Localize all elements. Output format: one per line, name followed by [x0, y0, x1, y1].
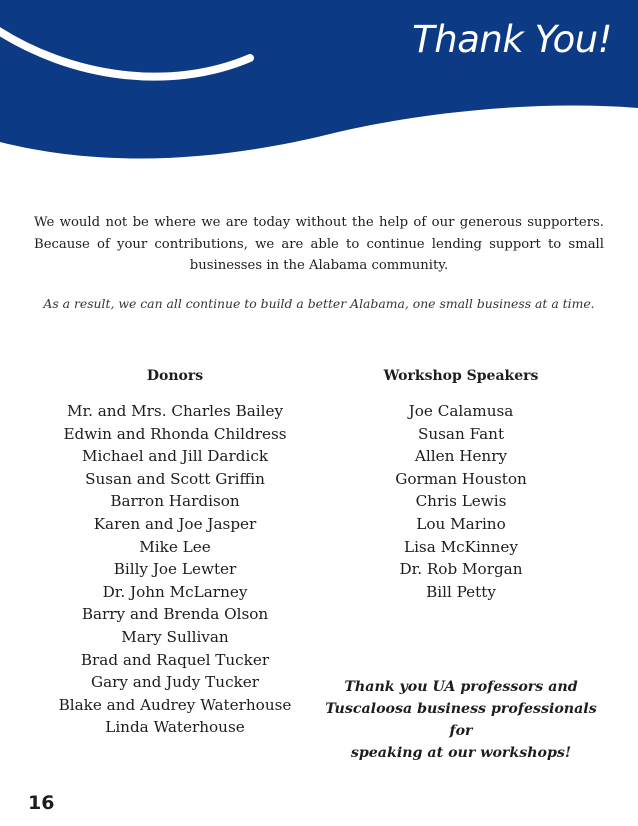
intro-paragraph: We would not be where we are today without the help of our generous supporters. Because of your contributions, we are able to continue lending support to small businesses in the Alabama community. — [34, 215, 604, 273]
donor-name: Mary Sullivan — [121, 627, 229, 646]
speakers-column — [318, 368, 604, 603]
donor-name: Karen and Joe Jasper — [93, 514, 257, 533]
tagline: As a result, we can all continue to build a better Alabama, one small business at a time. — [43, 296, 595, 311]
donor-name: Edwin and Rhonda Childress — [63, 424, 287, 443]
thanks-line: speaking at our workshops! — [350, 745, 572, 761]
thanks-line: Thank you UA professors and — [344, 679, 578, 695]
speaker-name: Dr. Rob Morgan — [399, 560, 523, 579]
donor-name: Blake and Audrey Waterhouse — [58, 695, 292, 714]
thanks-line: Tuscaloosa business professionals for — [325, 701, 597, 739]
donor-name: Susan and Scott Griffin — [85, 469, 265, 488]
donors-heading: Donors — [146, 368, 204, 384]
donor-name: Mike Lee — [139, 537, 211, 556]
donor-name: Dr. John McLarney — [102, 582, 248, 601]
donor-name: Gary and Judy Tucker — [90, 673, 260, 692]
speaker-name: Susan Fant — [417, 424, 505, 443]
donors-list — [44, 400, 306, 739]
donor-name: Michael and Jill Dardick — [81, 447, 269, 466]
speaker-name: Bill Petty — [426, 582, 496, 601]
speakers-list — [318, 400, 604, 603]
speaker-thanks-note — [318, 676, 604, 764]
donor-name: Barron Hardison — [110, 492, 240, 511]
donor-name: Mr. and Mrs. Charles Bailey — [66, 402, 284, 420]
donor-name: Billy Joe Lewter — [113, 560, 237, 579]
donor-name: Barry and Brenda Olson — [81, 605, 269, 624]
speaker-name: Lisa McKinney — [403, 537, 518, 556]
speakers-heading: Workshop Speakers — [383, 368, 539, 384]
speaker-name: Lou Marino — [416, 514, 506, 533]
speaker-name: Joe Calamusa — [408, 402, 514, 420]
speaker-name: Allen Henry — [414, 447, 508, 466]
page-number: 16 — [28, 792, 55, 814]
donor-name: Brad and Raquel Tucker — [80, 650, 270, 669]
speaker-name: Chris Lewis — [415, 492, 507, 511]
donor-name: Linda Waterhouse — [105, 718, 245, 737]
speaker-name: Gorman Houston — [395, 469, 527, 488]
page-title: Thank You! — [412, 18, 612, 61]
donors-column — [44, 368, 306, 739]
